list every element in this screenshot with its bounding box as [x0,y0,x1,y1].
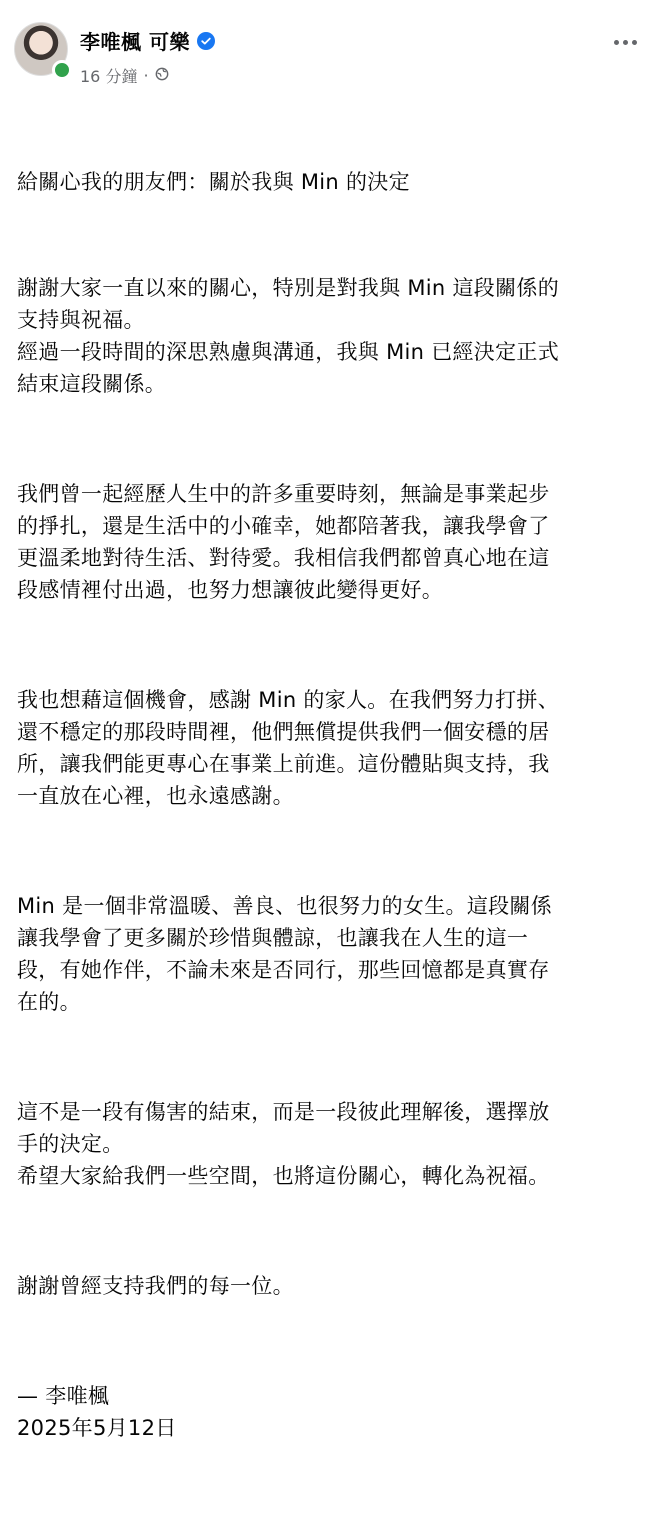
avatar[interactable] [14,22,68,76]
post-paragraph: Min 是一個非常溫暖、善良、也很努力的女生。這段關係 讓我學會了更多關於珍惜與體諒，也讓我在人生的這一 段，有她作伴，不論未來是否同行，那些回憶都是真實存 在的。 [17,894,553,1014]
post-header [14,22,642,92]
post-meta [80,64,169,87]
verified-badge-icon [197,32,215,50]
post-paragraph: 我也想藉這個機會，感謝 Min 的家人。在我們努力打拼、 還不穩定的那段時間裡，他們無償提供我們一個安穩的居 所，讓我們能更專心在事業上前進。這份體貼與支持，我 一直放在心裡，也永遠感謝。 [17,688,560,808]
post-paragraph: 我們曾一起經歷人生中的許多重要時刻，無論是事業起步 的掙扎，還是生活中的小確幸，她都陪著我，讓我學會了 更溫柔地對待生活、對待愛。我相信我們都曾真心地在這 段感情裡付出過，也努力想讓彼此變得更好。 [17,482,550,602]
post-timestamp[interactable]: 16 分鐘 [80,67,138,86]
online-status-indicator [52,60,72,80]
post-content [17,102,647,1522]
post-paragraph: 謝謝大家一直以來的關心，特別是對我與 Min 這段關係的 支持與祝福。 經過一段時間的深思熟慮與溝通，我與 Min 已經決定正式 結束這段關係。 [17,276,560,396]
post-paragraph: 這不是一段有傷害的結束，而是一段彼此理解後，選擇放 手的決定。 希望大家給我們一些空間，也將這份關心，轉化為祝福。 [17,1100,550,1188]
post-paragraph: 謝謝曾經支持我們的每一位。 [17,1274,294,1298]
author-row [80,26,215,55]
post-title: 給關心我的朋友們：關於我與 Min 的決定 [17,170,410,194]
author-name[interactable]: 李唯楓 可樂 [80,30,190,54]
more-options-button[interactable] [612,32,640,52]
post-signature: — 李唯楓 2025年5月12日 [17,1384,177,1440]
globe-icon[interactable] [155,66,169,85]
meta-separator: · [143,66,149,85]
